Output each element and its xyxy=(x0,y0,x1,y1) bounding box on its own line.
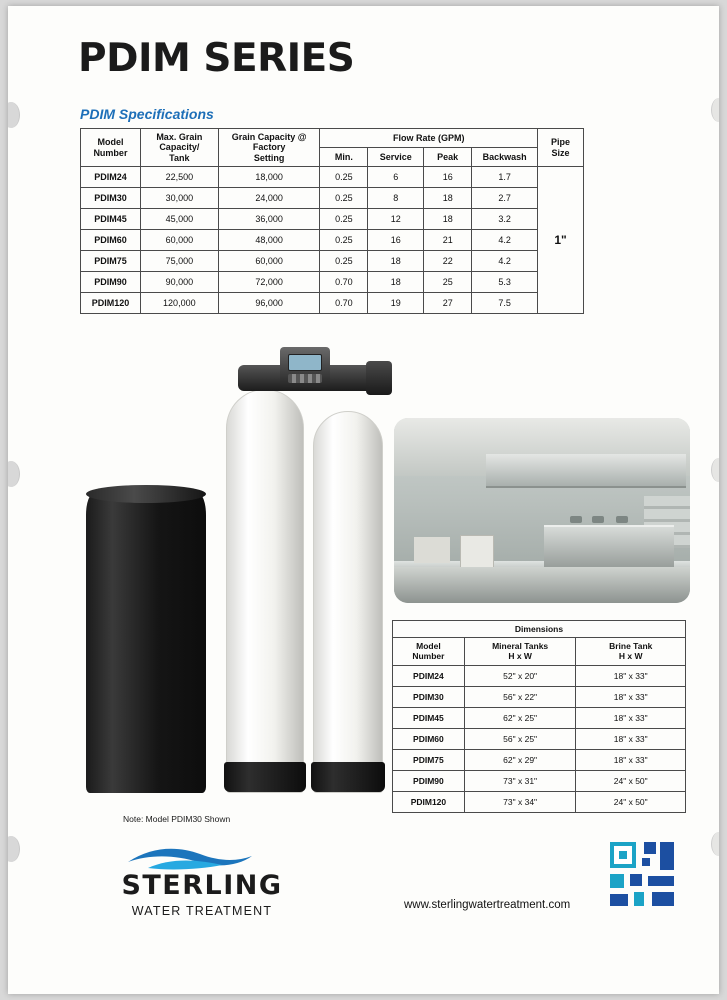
cell-brine-tank: 18" x 33" xyxy=(576,707,686,728)
page-edge-notch xyxy=(711,832,719,856)
cell-min: 0.25 xyxy=(320,188,368,209)
page-edge-notch xyxy=(711,458,719,482)
tank-base xyxy=(224,762,306,792)
table-row xyxy=(393,791,686,812)
cell-model: PDIM90 xyxy=(393,770,465,791)
cell-service: 8 xyxy=(368,188,424,209)
col-flow-peak: Peak xyxy=(424,148,472,167)
cell-peak: 22 xyxy=(424,251,472,272)
cell-grain-capacity: 96,000 xyxy=(218,293,320,314)
brine-tank-illustration xyxy=(86,493,206,793)
cell-brine-tank: 18" x 33" xyxy=(576,728,686,749)
tank-base xyxy=(311,762,385,792)
cell-model: PDIM60 xyxy=(393,728,465,749)
photo-pot xyxy=(616,516,628,523)
page-title: PDIM SERIES xyxy=(78,36,355,81)
cell-model: PDIM30 xyxy=(81,188,141,209)
product-note: Note: Model PDIM30 Shown xyxy=(123,814,231,824)
cell-model: PDIM120 xyxy=(81,293,141,314)
cell-backwash: 7.5 xyxy=(472,293,538,314)
photo-exhaust-hood xyxy=(486,454,686,488)
cell-model: PDIM45 xyxy=(393,707,465,728)
valve-keypad xyxy=(288,374,322,383)
photo-equipment xyxy=(414,537,450,563)
cell-service: 18 xyxy=(368,272,424,293)
table-row xyxy=(393,686,686,707)
logo-tagline: WATER TREATMENT xyxy=(131,904,273,918)
cell-model: PDIM30 xyxy=(393,686,465,707)
photo-floor xyxy=(394,567,690,603)
mineral-tank-illustration xyxy=(226,389,304,793)
cell-service: 16 xyxy=(368,230,424,251)
table-row xyxy=(81,293,584,314)
website-url: www.sterlingwatertreatment.com xyxy=(404,899,571,911)
cell-max-grain: 30,000 xyxy=(140,188,218,209)
cell-brine-tank: 18" x 33" xyxy=(576,665,686,686)
cell-model: PDIM24 xyxy=(81,167,141,188)
binder-hole xyxy=(8,836,20,862)
dimensions-caption: Dimensions xyxy=(393,621,686,638)
cell-brine-tank: 24" x 50" xyxy=(576,791,686,812)
col-max-grain-capacity: Max. Grain Capacity/ Tank xyxy=(140,129,218,167)
col-model-number: Model Number xyxy=(81,129,141,167)
cell-min: 0.25 xyxy=(320,230,368,251)
cell-model: PDIM120 xyxy=(393,791,465,812)
cell-pipe-size: 1" xyxy=(538,167,584,314)
specifications-heading: PDIM Specifications xyxy=(80,106,214,122)
cell-peak: 25 xyxy=(424,272,472,293)
sterling-logo xyxy=(102,844,302,924)
cell-max-grain: 120,000 xyxy=(140,293,218,314)
cell-grain-capacity: 24,000 xyxy=(218,188,320,209)
table-row xyxy=(393,749,686,770)
cell-backwash: 5.3 xyxy=(472,272,538,293)
table-row xyxy=(81,188,584,209)
binder-hole xyxy=(8,102,20,128)
col-brine-tank: Brine Tank H x W xyxy=(576,638,686,665)
binder-hole xyxy=(8,461,20,487)
cell-max-grain: 75,000 xyxy=(140,251,218,272)
cell-model: PDIM90 xyxy=(81,272,141,293)
table-row xyxy=(81,230,584,251)
cell-min: 0.70 xyxy=(320,293,368,314)
col-model-number: Model Number xyxy=(393,638,465,665)
cell-service: 18 xyxy=(368,251,424,272)
cell-grain-capacity: 60,000 xyxy=(218,251,320,272)
cell-min: 0.25 xyxy=(320,251,368,272)
cell-brine-tank: 18" x 33" xyxy=(576,749,686,770)
col-flow-rate-group: Flow Rate (GPM) xyxy=(320,129,538,148)
col-flow-min: Min. xyxy=(320,148,368,167)
wave-icon xyxy=(126,844,256,870)
specifications-table xyxy=(80,128,584,314)
table-row xyxy=(393,665,686,686)
valve-display xyxy=(288,354,322,371)
cell-grain-capacity: 18,000 xyxy=(218,167,320,188)
cell-mineral-tank: 52" x 20" xyxy=(464,665,576,686)
cell-mineral-tank: 62" x 29" xyxy=(464,749,576,770)
qr-code xyxy=(610,842,674,906)
cell-backwash: 2.7 xyxy=(472,188,538,209)
cell-model: PDIM45 xyxy=(81,209,141,230)
col-flow-service: Service xyxy=(368,148,424,167)
document-page xyxy=(8,6,719,994)
col-pipe-size: Pipe Size xyxy=(538,129,584,167)
cell-min: 0.70 xyxy=(320,272,368,293)
cell-max-grain: 22,500 xyxy=(140,167,218,188)
cell-peak: 27 xyxy=(424,293,472,314)
table-row xyxy=(81,209,584,230)
table-row xyxy=(81,272,584,293)
cell-grain-capacity: 36,000 xyxy=(218,209,320,230)
photo-pot xyxy=(592,516,604,523)
cell-model: PDIM75 xyxy=(393,749,465,770)
cell-mineral-tank: 56" x 25" xyxy=(464,728,576,749)
cell-backwash: 1.7 xyxy=(472,167,538,188)
cell-mineral-tank: 62" x 25" xyxy=(464,707,576,728)
cell-grain-capacity: 48,000 xyxy=(218,230,320,251)
cell-min: 0.25 xyxy=(320,167,368,188)
table-row xyxy=(393,707,686,728)
photo-equipment xyxy=(460,535,494,569)
cell-model: PDIM24 xyxy=(393,665,465,686)
col-flow-backwash: Backwash xyxy=(472,148,538,167)
cell-backwash: 4.2 xyxy=(472,251,538,272)
logo-brand: STERLING xyxy=(121,870,283,901)
cell-max-grain: 45,000 xyxy=(140,209,218,230)
cell-max-grain: 90,000 xyxy=(140,272,218,293)
table-row xyxy=(393,728,686,749)
table-row xyxy=(81,167,584,188)
cell-model: PDIM75 xyxy=(81,251,141,272)
cell-model: PDIM60 xyxy=(81,230,141,251)
photo-pot xyxy=(570,516,582,523)
cell-service: 12 xyxy=(368,209,424,230)
cell-min: 0.25 xyxy=(320,209,368,230)
valve-elbow xyxy=(366,361,392,395)
col-grain-capacity-factory: Grain Capacity @ Factory Setting xyxy=(218,129,320,167)
cell-brine-tank: 18" x 33" xyxy=(576,686,686,707)
mineral-tank-illustration xyxy=(313,411,383,793)
col-mineral-tanks: Mineral Tanks H x W xyxy=(464,638,576,665)
cell-max-grain: 60,000 xyxy=(140,230,218,251)
cell-backwash: 4.2 xyxy=(472,230,538,251)
cell-mineral-tank: 73" x 31" xyxy=(464,770,576,791)
page-edge-notch xyxy=(711,98,719,122)
cell-backwash: 3.2 xyxy=(472,209,538,230)
cell-peak: 18 xyxy=(424,209,472,230)
cell-service: 19 xyxy=(368,293,424,314)
table-row xyxy=(393,770,686,791)
cell-brine-tank: 24" x 50" xyxy=(576,770,686,791)
cell-mineral-tank: 56" x 22" xyxy=(464,686,576,707)
cell-grain-capacity: 72,000 xyxy=(218,272,320,293)
table-row xyxy=(81,251,584,272)
cell-service: 6 xyxy=(368,167,424,188)
product-photo xyxy=(68,341,398,811)
photo-island xyxy=(544,525,674,573)
dimensions-table xyxy=(392,620,686,813)
commercial-kitchen-photo xyxy=(394,418,690,603)
cell-peak: 16 xyxy=(424,167,472,188)
control-valve-illustration xyxy=(238,347,388,399)
cell-peak: 21 xyxy=(424,230,472,251)
cell-peak: 18 xyxy=(424,188,472,209)
cell-mineral-tank: 73" x 34" xyxy=(464,791,576,812)
